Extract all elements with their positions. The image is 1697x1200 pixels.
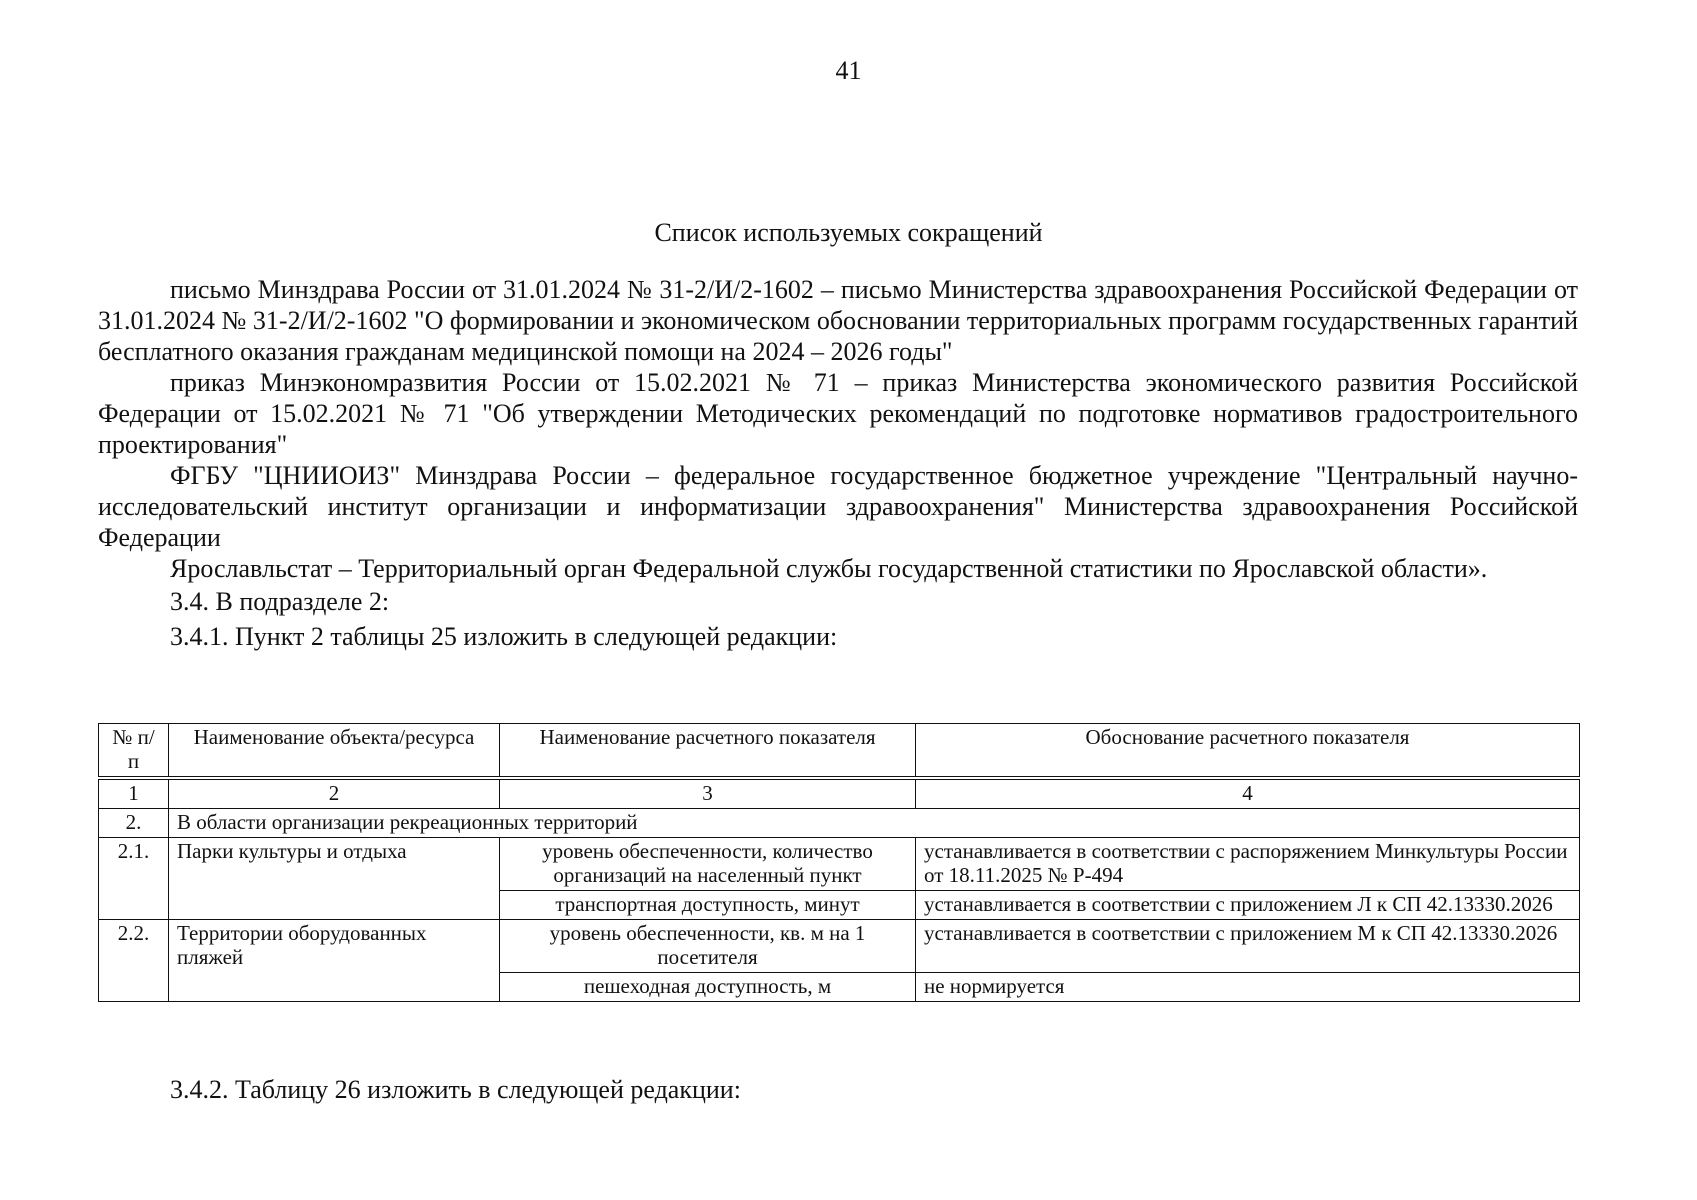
basis-cell: устанавливается в соответствии с приложением Л к СП 42.13330.2026 xyxy=(916,891,1580,920)
column-number-cell: 3 xyxy=(500,780,916,809)
table-row xyxy=(99,838,1580,891)
abbreviation-paragraph: ФГБУ "ЦНИИОИЗ" Минздрава России – федеральное государственное бюджетное учреждение "Центральный научно-исследовательский институт организации и информатизации здравоохранения" Министерства здравоохранения Российской Федерации xyxy=(98,461,1578,552)
item-line: 3.4.1. Пункт 2 таблицы 25 изложить в следующей редакции: xyxy=(170,622,838,651)
column-number-row xyxy=(99,780,1580,809)
item-line: 3.4.2. Таблицу 26 изложить в следующей редакции: xyxy=(170,1075,741,1104)
section-title-cell: В области организации рекреационных территорий xyxy=(169,809,1580,838)
column-number-cell: 1 xyxy=(99,780,169,809)
header-cell: № п/п xyxy=(99,724,169,777)
abbreviation-paragraph: письмо Минздрава России от 31.01.2024 № 31-2/И/2-1602 – письмо Министерства здравоохранения Российской Федерации от 31.01.2024 № 31-2/И/2-1602 "О формировании и экономическом обосновании территориальных программ государственных гарантий бесплатного оказания гражданам медицинской помощи на 2024 – 2026 годы" xyxy=(98,275,1578,366)
section-row xyxy=(99,809,1580,838)
object-cell: Парки культуры и отдыха xyxy=(169,838,500,920)
basis-cell: устанавливается в соответствии с приложением М к СП 42.13330.2026 xyxy=(916,920,1580,973)
indicator-cell: уровень обеспеченности, количество организаций на населенный пункт xyxy=(500,838,916,891)
indicator-cell: уровень обеспеченности, кв. м на 1 посетителя xyxy=(500,920,916,973)
basis-cell: устанавливается в соответствии с распоряжением Минкультуры России от 18.11.2025 № Р-494 xyxy=(916,838,1580,891)
abbreviation-paragraph: Ярославльстат – Территориальный орган Федеральной службы государственной статистики по Ярославской области». xyxy=(170,554,1488,583)
section-title: Список используемых сокращений xyxy=(654,218,1043,247)
abbreviations-list xyxy=(98,274,1578,652)
page-number: 41 xyxy=(835,56,862,85)
indicator-table xyxy=(98,723,1580,1002)
header-cell: Наименование объекта/ресурса xyxy=(169,724,500,777)
row-number-cell: 2. xyxy=(99,809,169,838)
abbreviation-paragraph: приказ Минэкономразвития России от 15.02.2021 № 71 – приказ Министерства экономического развития Российской Федерации от 15.02.2021 № 71 "Об утверждении Методических рекомендаций по подготовке нормативов градостроительного проектирования" xyxy=(98,368,1578,459)
column-number-cell: 2 xyxy=(169,780,500,809)
indicator-cell: транспортная доступность, минут xyxy=(500,891,916,920)
indicator-cell: пешеходная доступность, м xyxy=(500,973,916,1002)
row-number-cell: 2.1. xyxy=(99,838,169,920)
header-cell: Обоснование расчетного показателя xyxy=(916,724,1580,777)
header-cell: Наименование расчетного показателя xyxy=(500,724,916,777)
object-cell: Территории оборудованных пляжей xyxy=(169,920,500,1002)
basis-cell: не нормируется xyxy=(916,973,1580,1002)
row-number-cell: 2.2. xyxy=(99,920,169,1002)
table-row xyxy=(99,920,1580,973)
table-header-row xyxy=(99,724,1580,777)
subsection-line: 3.4. В подразделе 2: xyxy=(170,587,390,616)
column-number-cell: 4 xyxy=(916,780,1580,809)
